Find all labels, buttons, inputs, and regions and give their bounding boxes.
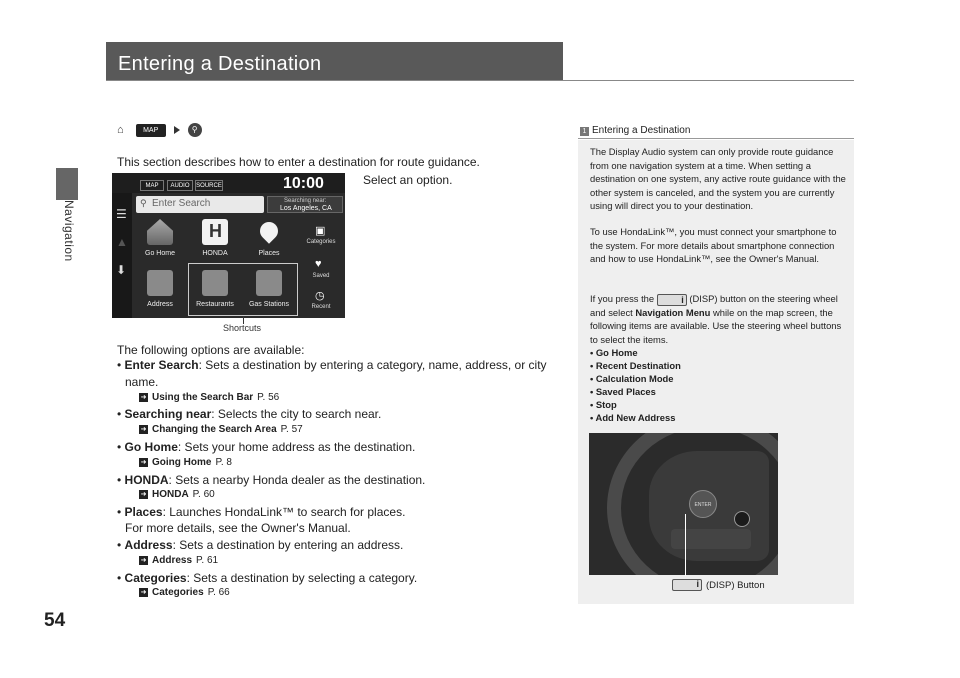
bullet-text: Go Home [595, 347, 638, 358]
screen-search-box [136, 196, 264, 213]
note-bullet: • Go Home [590, 347, 638, 358]
options-heading: The following options are available: [117, 343, 305, 357]
note-paragraph-1: The Display Audio system can only provide route guidance from one navigation system at a time. When setting a destination on one system, any active route guidance with the other system is canceled, and the system you are currently using will direct you to your destination. [590, 146, 846, 211]
reference-title: Using the Search Bar [152, 392, 254, 403]
intro-text: This section describes how to enter a destination for route guidance. [117, 155, 480, 169]
home-icon: ⌂ [117, 124, 124, 136]
option-continuation: name. [125, 375, 159, 389]
option-text: : Launches HondaLink™ to search for places. [162, 505, 406, 519]
bullet-text: Add New Address [595, 412, 676, 423]
honda-logo-icon [202, 219, 228, 245]
title-rule [106, 80, 854, 81]
screen-recent-button [299, 287, 343, 317]
disp-callout-line [685, 514, 686, 576]
reference-arrow-icon: ➜ [140, 394, 147, 401]
page-title: Entering a Destination [118, 53, 322, 75]
cross-reference[interactable] [139, 587, 230, 598]
option-go-home: • Go Home: Sets your home address as the destination. [117, 440, 416, 454]
bullet-text: Stop [595, 399, 617, 410]
breadcrumb [117, 123, 202, 137]
reference-title: HONDA [152, 489, 189, 500]
reference-arrow-icon: ➜ [140, 557, 147, 564]
tile-label: HONDA [202, 250, 228, 257]
option-text: : Sets a destination by entering a category, name, address, or city [198, 358, 547, 372]
note-paragraph-3 [590, 292, 848, 346]
disp-button-caption [672, 579, 765, 591]
note-text: (DISP) button on the steering wheel and select [590, 293, 838, 318]
house-icon [147, 219, 173, 245]
tile-go-home [134, 217, 186, 265]
option-searching-near: • Searching near: Selects the city to search near. [117, 407, 382, 421]
disp-button-icon [657, 294, 687, 306]
reference-page: P. 66 [207, 587, 230, 598]
screen-tab-audio: AUDIO [167, 180, 193, 191]
bullet-text: Saved Places [595, 386, 656, 397]
note-paragraph-2: To use HondaLink™, you must connect your smartphone to the system. For more details about smartphone connection and how to use HondaLink™, see the Owner's Manual. [590, 226, 837, 264]
note-bold-text: Navigation Menu [635, 306, 711, 318]
screen-clock: 10:00 [283, 175, 324, 192]
option-name: Enter Search [124, 358, 199, 372]
option-categories: • Categories: Sets a destination by selecting a category. [117, 571, 418, 585]
reference-page: P. 57 [280, 424, 303, 435]
note-bullet: • Saved Places [590, 386, 656, 397]
mailbox-icon [147, 270, 173, 296]
cross-reference[interactable] [139, 424, 303, 435]
page-number: 54 [44, 610, 66, 631]
wheel-bottom-buttons [671, 529, 751, 549]
tile-label: Go Home [145, 250, 175, 257]
map-button-chip: MAP [136, 124, 166, 137]
tile-address [134, 268, 186, 316]
shortcuts-label: Shortcuts [223, 323, 262, 333]
chapter-label: Navigation [62, 200, 76, 262]
disp-label-text: (DISP) Button [706, 579, 765, 591]
tile-label: Gas Stations [248, 301, 290, 308]
reference-title: Changing the Search Area [152, 424, 277, 435]
screen-search-placeholder: Enter Search [152, 198, 211, 209]
option-name: Places [124, 505, 163, 519]
screen-tab-source: SOURCE [195, 180, 223, 191]
reference-arrow-icon: ➜ [140, 589, 147, 596]
option-name: Categories [124, 571, 187, 585]
near-label: Searching near: [284, 198, 327, 204]
search-icon: ⚲ [188, 123, 202, 137]
note-bullet: • Add New Address [590, 412, 676, 423]
option-continuation: For more details, see the Owner's Manual. [125, 521, 351, 535]
reference-title: Categories [152, 587, 204, 598]
option-honda: • HONDA: Sets a nearby Honda dealer as the destination. [117, 473, 426, 487]
side-note-title: Entering a Destination [592, 125, 691, 136]
option-name: Searching near [124, 407, 212, 421]
option-text: : Selects the city to search near. [211, 407, 382, 421]
option-enter-search: • Enter Search: Sets a destination by entering a category, name, address, or city [117, 358, 547, 372]
option-name: Address [124, 538, 173, 552]
reference-arrow-icon: ➜ [140, 426, 147, 433]
reference-page: P. 60 [192, 489, 215, 500]
tile-places [243, 217, 295, 265]
side-button-label: Saved [312, 273, 330, 279]
screen-tab-map: MAP [140, 180, 164, 191]
note-bullet: • Calculation Mode [590, 373, 674, 384]
menu-icon: ☰ [116, 207, 127, 221]
select-option-text: Select an option. [363, 173, 453, 187]
bullet-text: Recent Destination [595, 360, 681, 371]
cross-reference[interactable] [139, 392, 279, 403]
tile-label: Address [147, 301, 173, 308]
wheel-enter-button: ENTER [689, 490, 717, 518]
note-bullet: • Stop [590, 399, 617, 410]
tile-honda [189, 217, 241, 265]
map-pin-icon [256, 218, 281, 243]
reference-page: P. 8 [215, 457, 232, 468]
option-address: • Address: Sets a destination by entering an address. [117, 538, 404, 552]
disp-button-icon [672, 579, 702, 591]
scroll-down-icon: ⬇ [116, 263, 127, 277]
near-value: Los Angeles, CA [280, 205, 332, 212]
arrow-right-icon [174, 126, 180, 134]
steering-wheel-figure [589, 433, 778, 575]
heart-icon: ♥ [315, 258, 322, 270]
option-text: : Sets a nearby Honda dealer as the destination. [168, 473, 426, 487]
cross-reference[interactable] [139, 555, 218, 566]
option-text: : Sets a destination by selecting a category. [186, 571, 418, 585]
cross-reference[interactable] [139, 457, 232, 468]
wheel-disp-button [734, 511, 750, 527]
shortcuts-highlight-frame [188, 263, 298, 316]
reference-page: P. 56 [257, 392, 280, 403]
option-name: Go Home [124, 440, 178, 454]
cross-reference[interactable] [139, 489, 215, 500]
screen-saved-button [299, 256, 343, 286]
clock-icon: ◷ [315, 290, 325, 302]
screen-searching-near [267, 196, 343, 213]
reference-title: Address [152, 555, 193, 566]
tile-label: Restaurants [196, 301, 234, 308]
note-text: If you press the [590, 293, 655, 304]
note-marker-icon: 1 [580, 127, 589, 136]
reference-page: P. 61 [196, 555, 219, 566]
option-text: : Sets a destination by entering an address. [172, 538, 404, 552]
bullet-text: Calculation Mode [595, 373, 674, 384]
screen-categories-button [299, 222, 343, 252]
side-note-rule [578, 138, 854, 139]
option-text: : Sets your home address as the destination. [177, 440, 416, 454]
screen-left-rail [112, 193, 132, 318]
reference-arrow-icon: ➜ [140, 491, 147, 498]
option-places: • Places: Launches HondaLink™ to search for places. [117, 505, 406, 519]
reference-title: Going Home [152, 457, 212, 468]
reference-arrow-icon: ➜ [140, 459, 147, 466]
side-button-label: Categories [306, 239, 336, 245]
chapter-tab [56, 168, 78, 200]
categories-icon: ▣ [315, 225, 326, 237]
note-bullet: • Recent Destination [590, 360, 681, 371]
option-name: HONDA [124, 473, 169, 487]
note-text: while on the map screen, the following items are available. Use the steering wheel buttons to select the items. [590, 306, 842, 345]
tile-label: Places [258, 250, 280, 257]
side-button-label: Recent [311, 304, 331, 310]
scroll-up-icon: ▲ [116, 235, 128, 249]
screen-search-icon: ⚲ [140, 198, 147, 208]
